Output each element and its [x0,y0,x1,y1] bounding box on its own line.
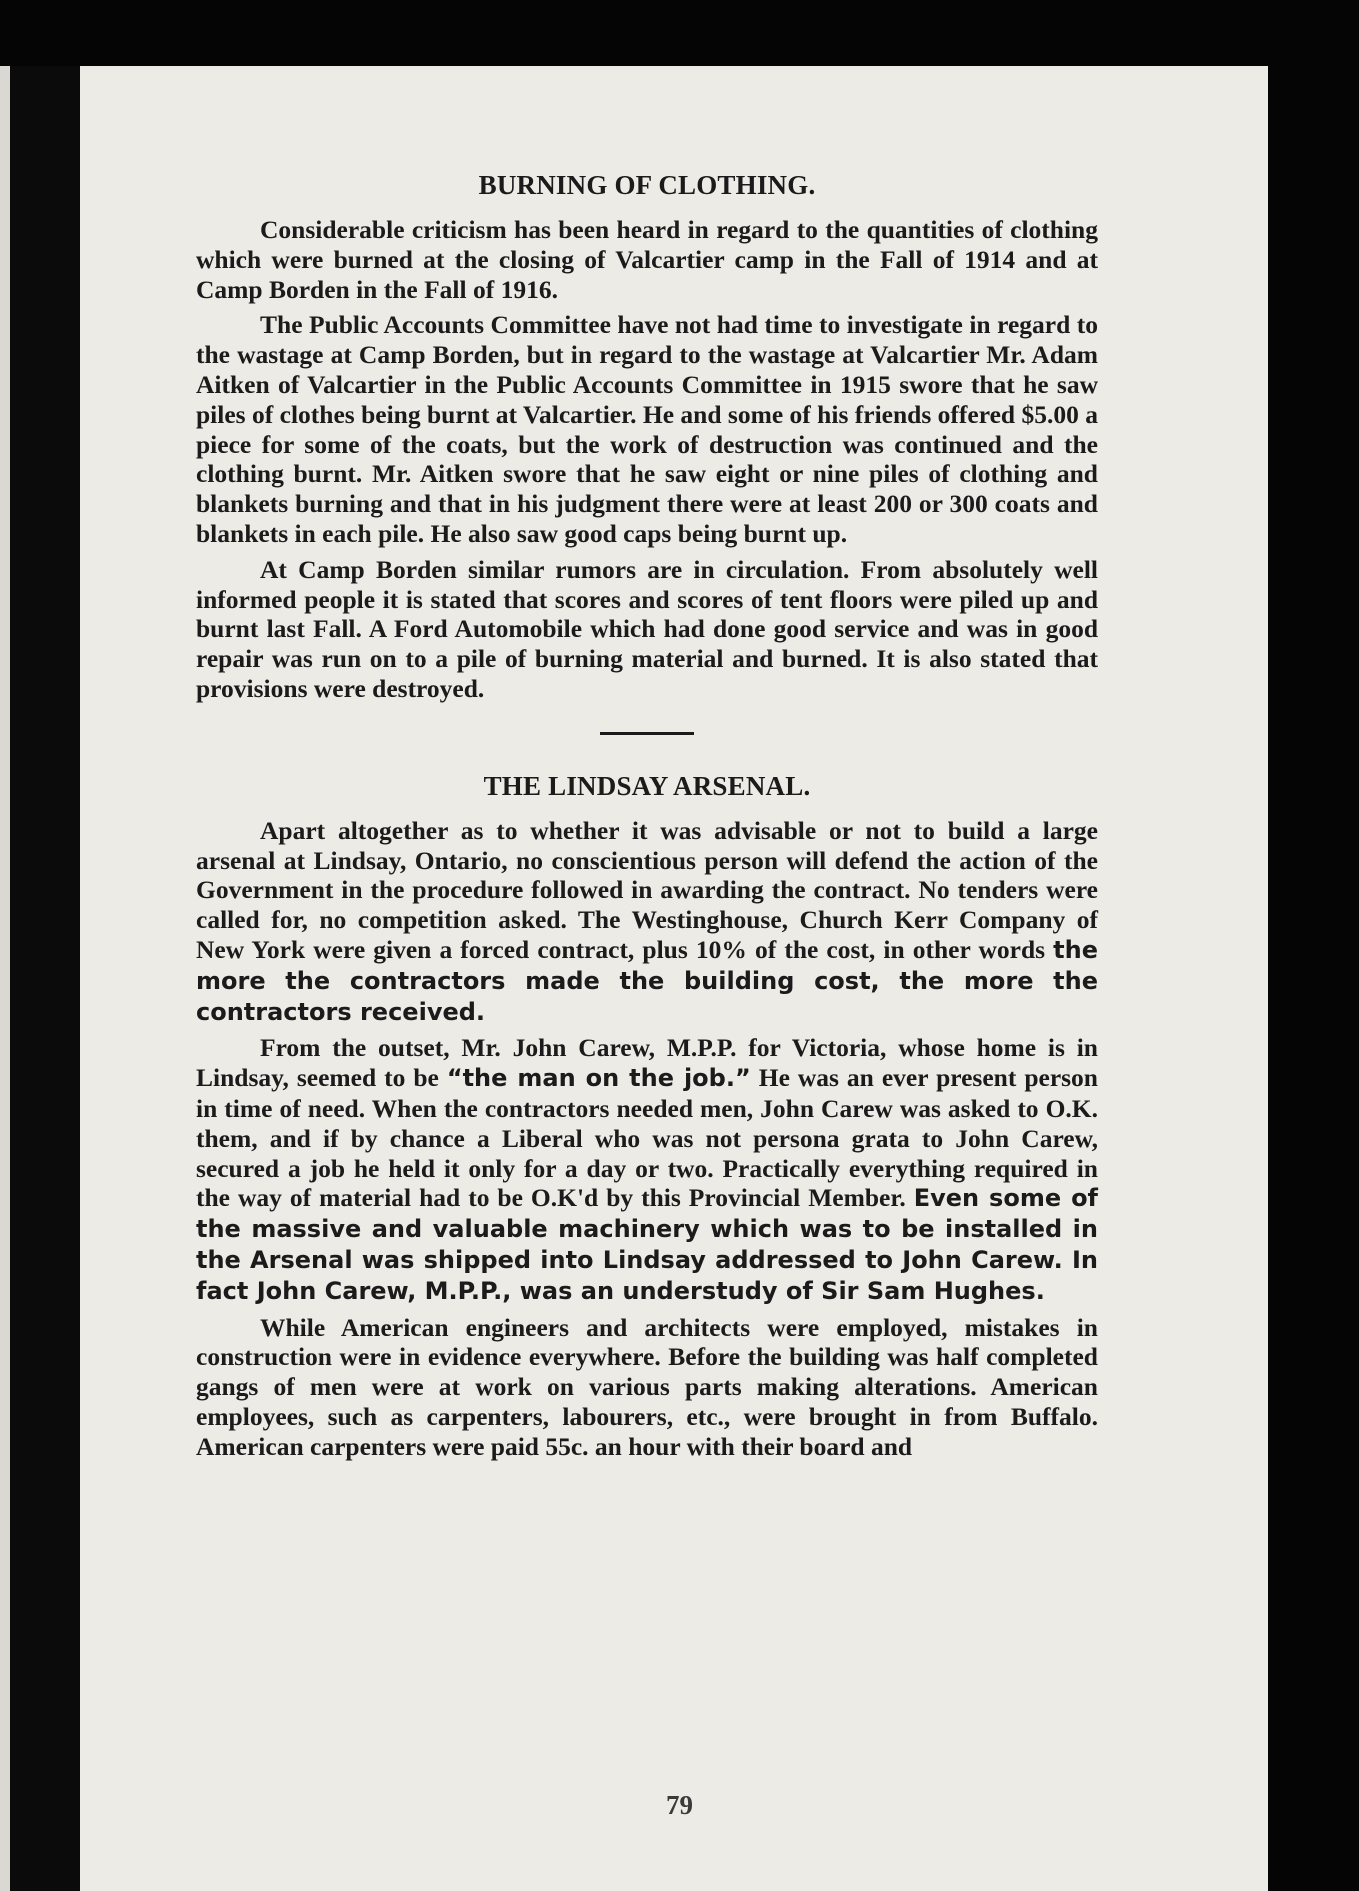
facing-page-edge [0,66,10,1891]
book-spine-shadow [0,66,86,1891]
paragraph [196,816,1098,1028]
paragraph: The Public Accounts Committee have not had time to investigate in regard to the wastage at Camp Borden, but in regard to the wastage at Valcartier Mr. Adam Aitken of Valcartier in the Public Accounts Committee in 1915 swore that he saw piles of clothes being burnt at Valcartier. He and some of his friends offered $5.00 a piece for some of the coats, but the work of destruction was continued and the clothing burnt. Mr. Aitken swore that he saw eight or nine piles of clothing and blankets burning and that in his judgment there were at least 200 or 300 coats and blankets in each pile. He also saw good caps being burnt up. [196,310,1098,548]
emphasized-text: Even some of the massive and valuable machinery which was to be installed in the Arsenal was shipped into Lindsay addressed to John Carew. In fact John Carew, M.P.P., was an understudy of Sir Sam Hughes. [196,1184,1099,1305]
section-divider [600,732,694,735]
page-text [196,170,1098,1467]
paragraph-text: While American engineers and architects were employed, mistakes in construction were in evidence everywhere. Before the building was half completed gangs of men were at work on various parts making alterations. American employees, such as carpenters, labourers, etc., were brought in from Buffalo. American carpenters were paid 55c. an hour with their board and [196,1312,1098,1461]
paragraph-text: From the outset, Mr. John Carew, M.P.P. for Victoria, whose home is in Lindsay, seemed to be [196,1033,1098,1093]
section-title-lindsay-arsenal: THE LINDSAY ARSENAL. [483,770,811,801]
paragraph-text: Apart altogether as to whether it was advisable or not to build a large arsenal at Lindsay, Ontario, no conscientious person will defend the action of the Government in the procedure followed in awarding the contract. No tenders were called for, no competition asked. The Westinghouse, Church Kerr Company of New York were given a forced contract, plus 10% of the cost, in other words [196,815,1098,964]
emphasized-text: the more the contractors made the building cost, the more the contractors received. [196,935,1098,1026]
paragraph: Considerable criticism has been heard in regard to the quantities of clothing which were burned at the closing of Valcartier camp in the Fall of 1914 and at Camp Borden in the Fall of 1916. [196,215,1098,304]
paragraph [196,1313,1098,1462]
section-title-burning-of-clothing: BURNING OF CLOTHING. [478,170,816,200]
paragraph-text: He was an ever present person in time of need. When the contractors needed men, John Carew was asked to O.K. them, and if by chance a Liberal who was not persona grata to John Carew, secured a job he held it only for a day or two. Practically everything required in the way of material had to be O.K'd by this Provincial Member. [196,1063,1098,1213]
page-number: 79 [666,1790,693,1820]
emphasized-text: “the man on the job.” [446,1064,751,1093]
paragraph: At Camp Borden similar rumors are in circulation. From absolutely well informed people it is stated that scores and scores of tent floors were piled up and burnt last Fall. A Ford Automobile which had done good service and was in good repair was run on to a pile of burning material and burned. It is also stated that provisions were destroyed. [196,554,1098,703]
paragraph [196,1033,1098,1306]
